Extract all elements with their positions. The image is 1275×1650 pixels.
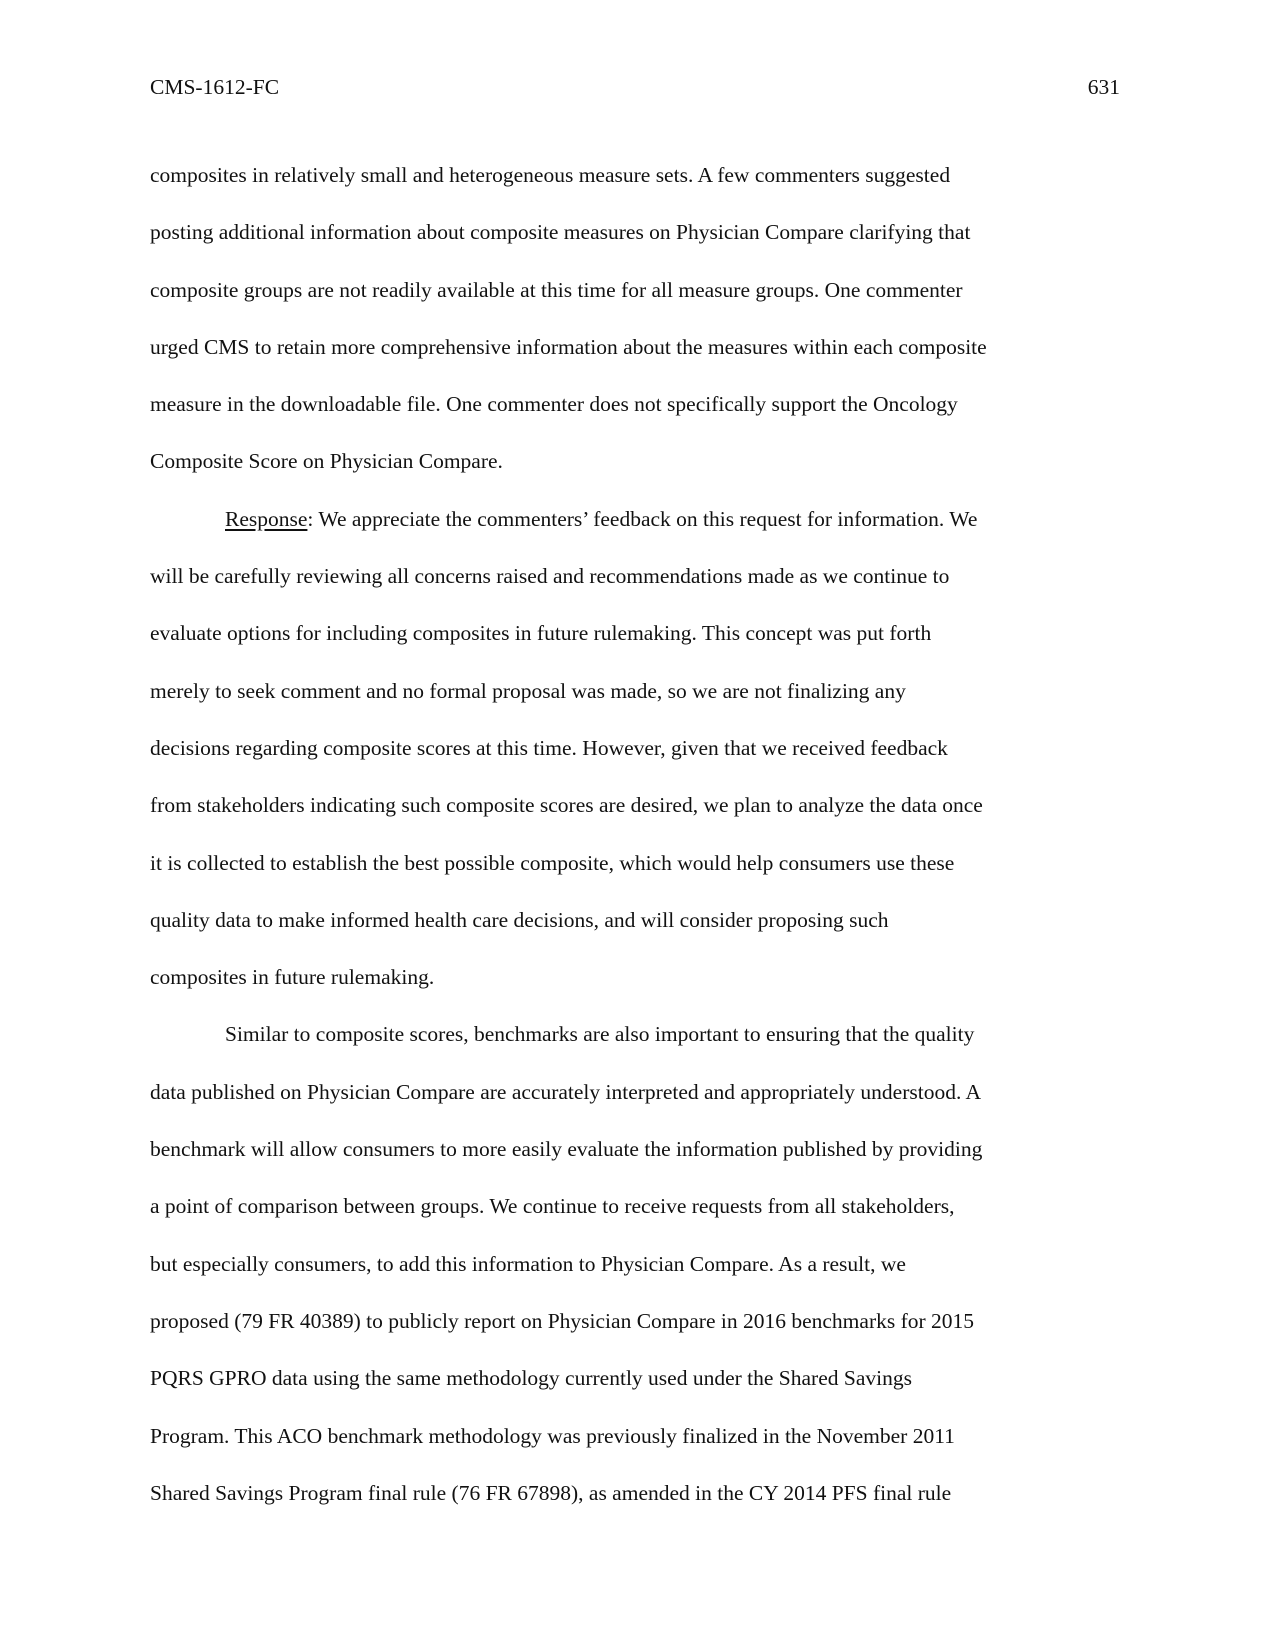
- document-id: CMS-1612-FC: [150, 75, 280, 99]
- text-line: urged CMS to retain more comprehensive information about the measures within each composite: [150, 334, 987, 359]
- text-line: will be carefully reviewing all concerns raised and recommendations made as we continue to: [150, 564, 950, 589]
- text-line: decisions regarding composite scores at this time. However, given that we received feedback: [150, 735, 948, 760]
- response-text: : We appreciate the commenters’ feedback on this request for information. We: [307, 506, 978, 531]
- text-line: merely to seek comment and no formal proposal was made, so we are not finalizing any: [150, 678, 906, 703]
- text-line: Composite Score on Physician Compare.: [150, 449, 503, 474]
- text-line: posting additional information about composite measures on Physician Compare clarifying that: [150, 220, 971, 245]
- text-line: measure in the downloadable file. One commenter does not specifically support the Oncology: [150, 392, 958, 417]
- response-line: [150, 491, 1125, 548]
- text-line: it is collected to establish the best possible composite, which would help consumers use these: [150, 850, 955, 875]
- text-line: proposed (79 FR 40389) to publicly report on Physician Compare in 2016 benchmarks for 2015: [150, 1308, 975, 1333]
- page-header: [150, 72, 1120, 102]
- text-line: composite groups are not readily available at this time for all measure groups. One commenter: [150, 277, 963, 302]
- text-line: data published on Physician Compare are accurately interpreted and appropriately understood. A: [150, 1079, 982, 1104]
- text-line: benchmark will allow consumers to more easily evaluate the information published by providing: [150, 1137, 983, 1162]
- page-number: 631: [1087, 75, 1120, 99]
- text-line: a point of comparison between groups. We continue to receive requests from all stakeholders,: [150, 1194, 955, 1219]
- response-label: Response: [225, 506, 308, 531]
- text-line: from stakeholders indicating such composite scores are desired, we plan to analyze the data once: [150, 793, 983, 818]
- text-line: but especially consumers, to add this information to Physician Compare. As a result, we: [150, 1251, 906, 1276]
- text-line: composites in future rulemaking.: [150, 965, 435, 990]
- text-line: composites in relatively small and heterogeneous measure sets. A few commenters suggested: [150, 163, 951, 187]
- text-line: quality data to make informed health care decisions, and will consider proposing such: [150, 907, 889, 932]
- body-text: [150, 147, 1125, 1522]
- text-line: Shared Savings Program final rule (76 FR 67898), as amended in the CY 2014 PFS final rule: [150, 1480, 952, 1505]
- text-line: Program. This ACO benchmark methodology was previously finalized in the November 2011: [150, 1423, 955, 1448]
- text-line: PQRS GPRO data using the same methodology currently used under the Shared Savings: [150, 1366, 912, 1391]
- text-line: Similar to composite scores, benchmarks are also important to ensuring that the quality: [225, 1022, 975, 1047]
- text-line: evaluate options for including composites in future rulemaking. This concept was put forth: [150, 621, 932, 646]
